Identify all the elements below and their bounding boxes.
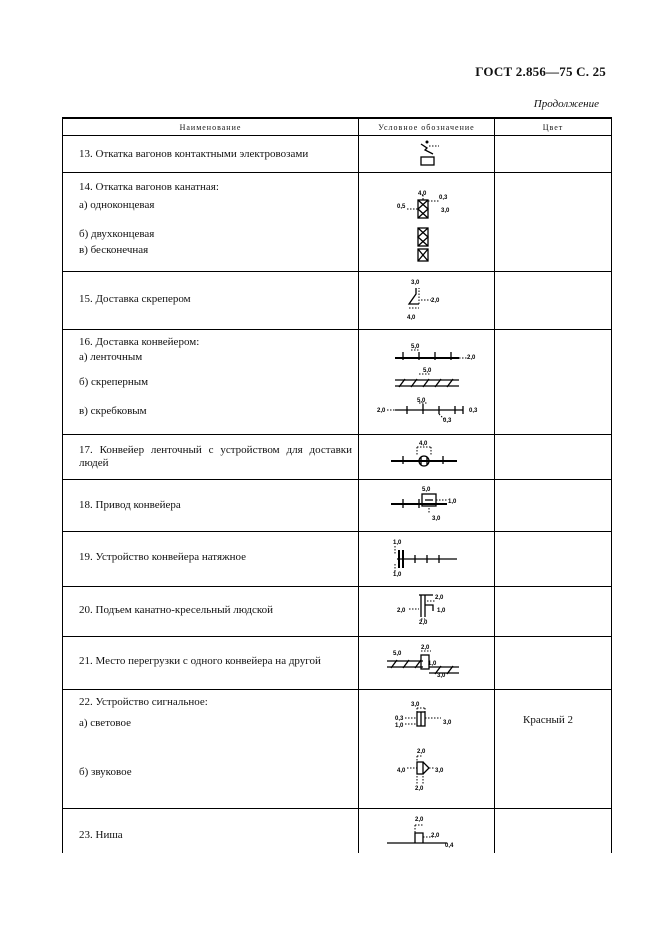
row-20-name-cell — [63, 587, 359, 637]
dim-label: 3,0 — [411, 702, 420, 708]
dim-label: 4,0 — [397, 768, 406, 774]
row-13-color-cell — [495, 136, 612, 173]
row-18-color-cell — [495, 480, 612, 532]
row-22-title: 22. Устройство сигнальное: — [79, 696, 208, 708]
dim-label: 2,0 — [431, 833, 440, 839]
dim-label: 2,0 — [415, 817, 424, 823]
row-21-name-cell — [63, 637, 359, 690]
dim-label: 2,0 — [397, 608, 406, 614]
row-14-title: 14. Откатка вагонов канатная: — [79, 181, 219, 193]
row-13-name-cell — [63, 136, 359, 173]
row-18-symbol-cell — [359, 480, 495, 532]
page-header: ГОСТ 2.856—75 С. 25 — [475, 64, 606, 79]
dim-label: 2,0 — [431, 298, 440, 304]
transfer-point-symbol — [359, 637, 495, 689]
row-17-name: 17. Конвейер ленточный с устройством для доставки людей — [79, 444, 352, 469]
dim-label: 3,0 — [441, 208, 450, 214]
dim-label: 5,0 — [422, 487, 431, 493]
dim-label: 3,0 — [435, 768, 444, 774]
dim-label: 0,3 — [395, 716, 404, 722]
row-16-symbol-cell — [359, 330, 495, 435]
table-row — [63, 330, 612, 435]
dim-label: 5,0 — [393, 651, 402, 657]
row-16-name-cell — [63, 330, 359, 435]
table-row — [63, 690, 612, 809]
table-header-row — [63, 118, 612, 136]
dim-label: 0,3 — [443, 418, 452, 424]
row-21-name: 21. Место перегрузки с одного конвейера на другой — [79, 655, 321, 667]
row-23-color-cell — [495, 809, 612, 854]
row-13-name: 13. Откатка вагонов контактными электровозами — [79, 148, 309, 160]
dim-label: 3,0 — [432, 516, 441, 522]
row-20-name: 20. Подъем канатно-кресельный людской — [79, 604, 274, 616]
dim-label: 4,0 — [407, 315, 416, 321]
row-19-symbol-cell — [359, 532, 495, 587]
row-16-b: б) скреперным — [79, 376, 149, 388]
dim-label: 0,3 — [439, 195, 448, 201]
row-22-b: б) звуковое — [79, 766, 132, 778]
row-22-symbol-cell — [359, 690, 495, 809]
conveyor-symbols — [359, 330, 495, 434]
row-17-color-cell — [495, 435, 612, 480]
row-19-name: 19. Устройство конвейера натяжное — [79, 551, 247, 563]
row-23-name: 23. Ниша — [79, 829, 123, 841]
row-13-symbol-cell — [359, 136, 495, 173]
row-20-symbol-cell — [359, 587, 495, 637]
tensioning-device-symbol — [359, 532, 495, 586]
table-row — [63, 532, 612, 587]
row-14-symbol-cell — [359, 173, 495, 272]
table-row — [63, 480, 612, 532]
dim-label: 2,0 — [419, 620, 428, 626]
conveyor-drive-symbol — [359, 480, 495, 531]
dim-label: 0,4 — [445, 843, 454, 849]
row-17-name-cell — [63, 435, 359, 480]
row-15-color-cell — [495, 272, 612, 330]
people-conveyor-symbol — [359, 435, 495, 479]
row-23-name-cell — [63, 809, 359, 854]
dim-label: 3,0 — [411, 280, 420, 286]
row-14-name-cell — [63, 173, 359, 272]
dim-label: 4,0 — [419, 441, 428, 447]
dim-label: 3,0 — [443, 720, 452, 726]
row-16-title: 16. Доставка конвейером: — [79, 336, 200, 348]
row-14-b: б) двухконцевая — [79, 228, 155, 240]
row-15-name-cell — [63, 272, 359, 330]
dim-label: 2,0 — [415, 786, 424, 792]
contact-locomotive-symbol — [359, 136, 495, 172]
row-23-symbol-cell — [359, 809, 495, 854]
dim-label: 5,0 — [423, 368, 432, 374]
table-row — [63, 173, 612, 272]
row-20-color-cell — [495, 587, 612, 637]
row-22-color-cell — [495, 690, 612, 809]
dim-label: 2,0 — [467, 355, 476, 361]
table-row — [63, 637, 612, 690]
dim-label: 2,0 — [417, 749, 426, 755]
row-22-a: а) световое — [79, 717, 131, 729]
row-14-color-cell — [495, 173, 612, 272]
row-21-symbol-cell — [359, 637, 495, 690]
table-row — [63, 136, 612, 173]
dim-label: 2,0 — [435, 595, 444, 601]
scraper-delivery-symbol — [359, 272, 495, 329]
row-16-c: в) скребковым — [79, 405, 147, 417]
row-15-symbol-cell — [359, 272, 495, 330]
rope-haulage-symbols — [359, 173, 495, 271]
row-17-symbol-cell — [359, 435, 495, 480]
row-14-c: в) бесконечная — [79, 244, 149, 256]
dim-label: 1,0 — [393, 540, 402, 546]
row-14-a: а) одноконцевая — [79, 199, 155, 211]
column-header-color: Цвет — [495, 118, 612, 136]
signal-device-symbols — [359, 690, 495, 808]
dim-label: 0,5 — [397, 204, 406, 210]
dim-label: 5,0 — [417, 398, 426, 404]
row-16-a: а) ленточным — [79, 351, 143, 363]
niche-symbol — [359, 809, 495, 853]
continuation-label: Продолжение — [533, 98, 599, 110]
dim-label: 1,0 — [393, 572, 402, 578]
symbols-table — [62, 117, 612, 853]
row-21-color-cell — [495, 637, 612, 690]
column-header-name: Наименование — [63, 118, 359, 136]
dim-label: 0,3 — [469, 408, 478, 414]
table-row — [63, 435, 612, 480]
dim-label: 1,0 — [395, 723, 404, 729]
dim-label: 4,0 — [418, 191, 427, 197]
dim-label: 1,0 — [428, 661, 437, 667]
dim-label: 2,0 — [421, 645, 430, 651]
row-19-name-cell — [63, 532, 359, 587]
table-row — [63, 272, 612, 330]
row-18-name-cell — [63, 480, 359, 532]
row-15-name: 15. Доставка скрепером — [79, 293, 191, 305]
dim-label: 1,0 — [448, 499, 457, 505]
dim-label: 2,0 — [377, 408, 386, 414]
chairlift-symbol — [359, 587, 495, 636]
dim-label: 1,0 — [437, 608, 446, 614]
row-22-name-cell — [63, 690, 359, 809]
row-19-color-cell — [495, 532, 612, 587]
column-header-symbol: Условное обозначение — [359, 118, 495, 136]
row-16-color-cell — [495, 330, 612, 435]
row-18-name: 18. Привод конвейера — [79, 499, 181, 511]
dim-label: 3,0 — [437, 673, 446, 679]
dim-label: 5,0 — [411, 344, 420, 350]
row-22-color: Красный 2 — [523, 714, 574, 726]
table-row — [63, 587, 612, 637]
table-row — [63, 809, 612, 854]
